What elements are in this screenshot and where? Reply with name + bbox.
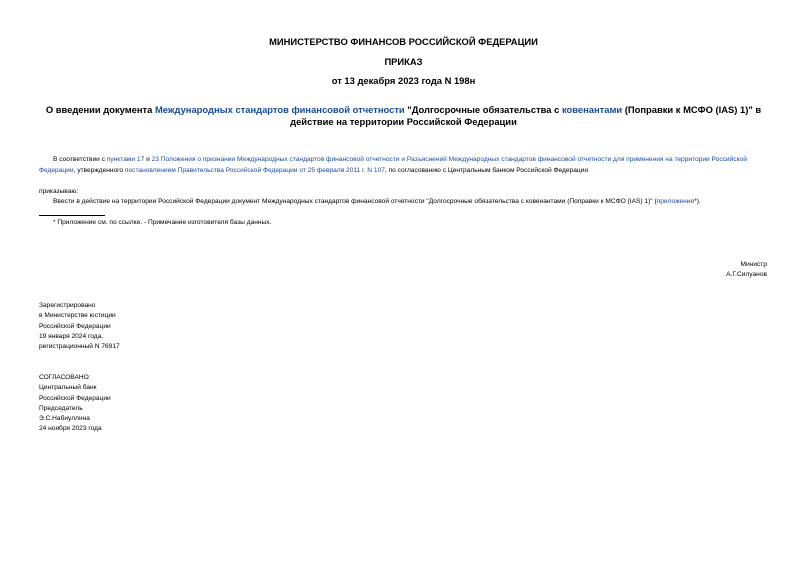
title-text-1: О введении документа (45, 104, 155, 115)
link-regulation[interactable]: 23 Положения о признании Международных стандартов финансовой отчетности и Разъяснений Международных стандартов финансовой отчетности для применения на территории Российской Федерации (39, 156, 747, 174)
preamble-text-1: В соответствии с (53, 156, 107, 163)
order-keyword: приказываю: (39, 188, 79, 195)
document-type: ПРИКАЗ (384, 56, 423, 67)
preamble-paragraph (39, 155, 769, 176)
registration-line: Зарегистрировано (39, 302, 96, 309)
preamble-text-4: , по согласованию с Центральным банком Российской Федерации (384, 166, 589, 174)
signature-block (726, 260, 767, 279)
signature-name: А.Г.Силуанов (726, 270, 767, 278)
document-date-number: от 13 декабря 2023 года N 198н (331, 75, 476, 86)
title-link-covenants[interactable]: ковенантами (561, 104, 623, 115)
registration-line: 19 января 2024 года, (39, 332, 104, 340)
link-government-decree[interactable]: постановлением Правительства Российской Федерации от 25 февраля 2011 г. N 107 (124, 166, 385, 174)
agreement-line: Э.С.Набиуллина (39, 415, 90, 423)
agreement-line: Российской Федерации (39, 394, 111, 402)
registration-line: Российской Федерации (39, 322, 111, 330)
link-appendix[interactable]: приложение (656, 198, 695, 205)
order-paragraph (39, 197, 769, 208)
registration-line: в Министерстве юстиции (39, 312, 116, 320)
agreement-line: 24 ноября 2023 года (39, 425, 102, 433)
registration-block (39, 301, 120, 352)
agreement-block (39, 373, 111, 435)
signature-position: Министр (740, 261, 767, 268)
agreement-line: СОГЛАСОВАНО: (39, 374, 91, 381)
agreement-line: Председатель (39, 404, 83, 412)
title-text-2: "Долгосрочные обязательства с (404, 104, 562, 115)
title-text-3: (Поправки к МСФО (IAS) 1)" в действие на территории Российской Федерации (290, 104, 762, 127)
document-title (40, 104, 767, 127)
footnote-separator (39, 215, 105, 216)
title-link-ifrs[interactable]: Международных стандартов финансовой отчетности (154, 104, 405, 115)
agreement-line: Центральный банк (39, 384, 97, 392)
registration-line: регистрационный N 76917 (39, 343, 120, 351)
preamble-text-3: , утвержденного (73, 166, 125, 174)
order-tail: *). (694, 198, 701, 205)
order-text: Ввести в действие на территории Российской Федерации документ Международных стандартов финансовой отчетности "Долгосрочные обязательства с ковенантами (Поправки к МСФО (IAS) 1)" ( (53, 198, 657, 205)
link-item-17[interactable]: пунктами 17 (106, 156, 145, 163)
ministry-heading: МИНИСТЕРСТВО ФИНАНСОВ РОССИЙСКОЙ ФЕДЕРАЦИИ (269, 36, 538, 47)
preamble-text-2: и (144, 156, 152, 163)
footnote: * Приложение см. по ссылке. - Примечание изготовителя базы данных. (53, 219, 272, 226)
